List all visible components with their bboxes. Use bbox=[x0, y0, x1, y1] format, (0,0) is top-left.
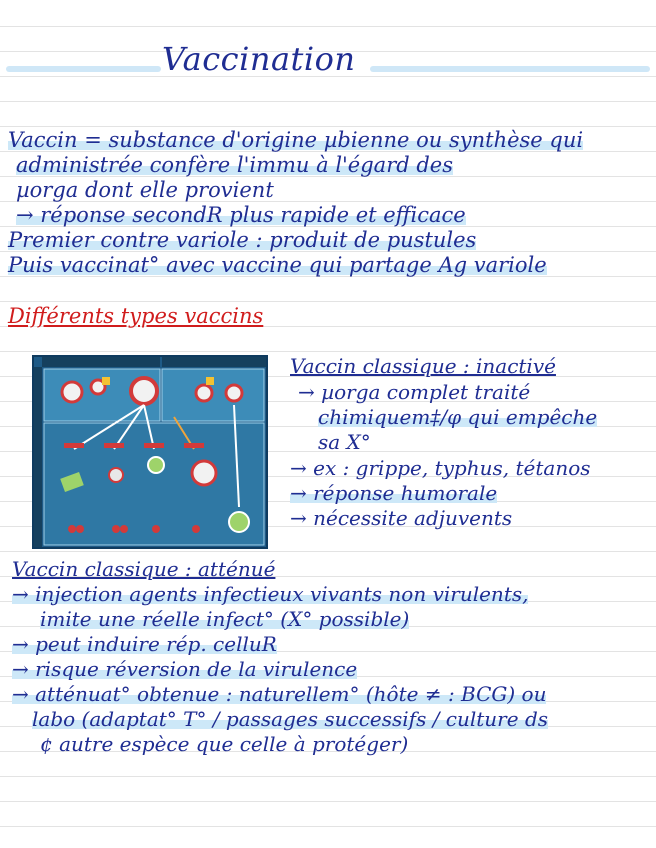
intro-line: Puis vaccinat° avec vaccine qui partage Ag variole bbox=[8, 253, 547, 277]
inactive-item: → µorga complet traité bbox=[298, 380, 531, 404]
inactive-item: → nécessite adjuvents bbox=[290, 506, 513, 530]
inactive-item: → ex : grippe, typhus, tétanos bbox=[290, 456, 591, 480]
title-area bbox=[0, 40, 656, 84]
page-title: Vaccination bbox=[162, 40, 356, 78]
attenuated-item: → injection agents infectieux vivants non virulents, bbox=[12, 582, 529, 606]
inactive-item: chimiquem‡/φ qui empêche bbox=[318, 405, 598, 429]
section-title: Différents types vaccins bbox=[8, 304, 264, 328]
inactive-item: sa X° bbox=[318, 430, 371, 454]
attenuated-item: labo (adaptat° T° / passages successifs / culture ds bbox=[32, 707, 549, 731]
intro-line: µorga dont elle provient bbox=[16, 178, 274, 202]
intro-line: Premier contre variole : produit de pustules bbox=[8, 228, 477, 252]
title-decoration-left bbox=[6, 66, 161, 72]
vaccine-diagram-image bbox=[32, 355, 268, 549]
diagram-illustration bbox=[34, 357, 266, 547]
intro-line: → réponse secondR plus rapide et efficace bbox=[16, 203, 466, 227]
attenuated-item: → peut induire rép. celluR bbox=[12, 632, 277, 656]
inactive-heading: Vaccin classique : inactivé bbox=[290, 354, 556, 378]
attenuated-item: ¢ autre espèce que celle à protéger) bbox=[40, 732, 409, 756]
inactive-item: → réponse humorale bbox=[290, 481, 498, 505]
attenuated-item: imite une réelle infect° (X° possible) bbox=[40, 607, 410, 631]
attenuated-item: → risque réversion de la virulence bbox=[12, 657, 358, 681]
intro-line: Vaccin = substance d'origine µbienne ou synthèse qui bbox=[8, 128, 584, 152]
title-decoration-right bbox=[370, 66, 650, 72]
intro-line: administrée confère l'immu à l'égard des bbox=[16, 153, 454, 177]
attenuated-item: → atténuat° obtenue : naturellem° (hôte ≠ : BCG) ou bbox=[12, 682, 547, 706]
attenuated-heading: Vaccin classique : atténué bbox=[12, 557, 276, 581]
